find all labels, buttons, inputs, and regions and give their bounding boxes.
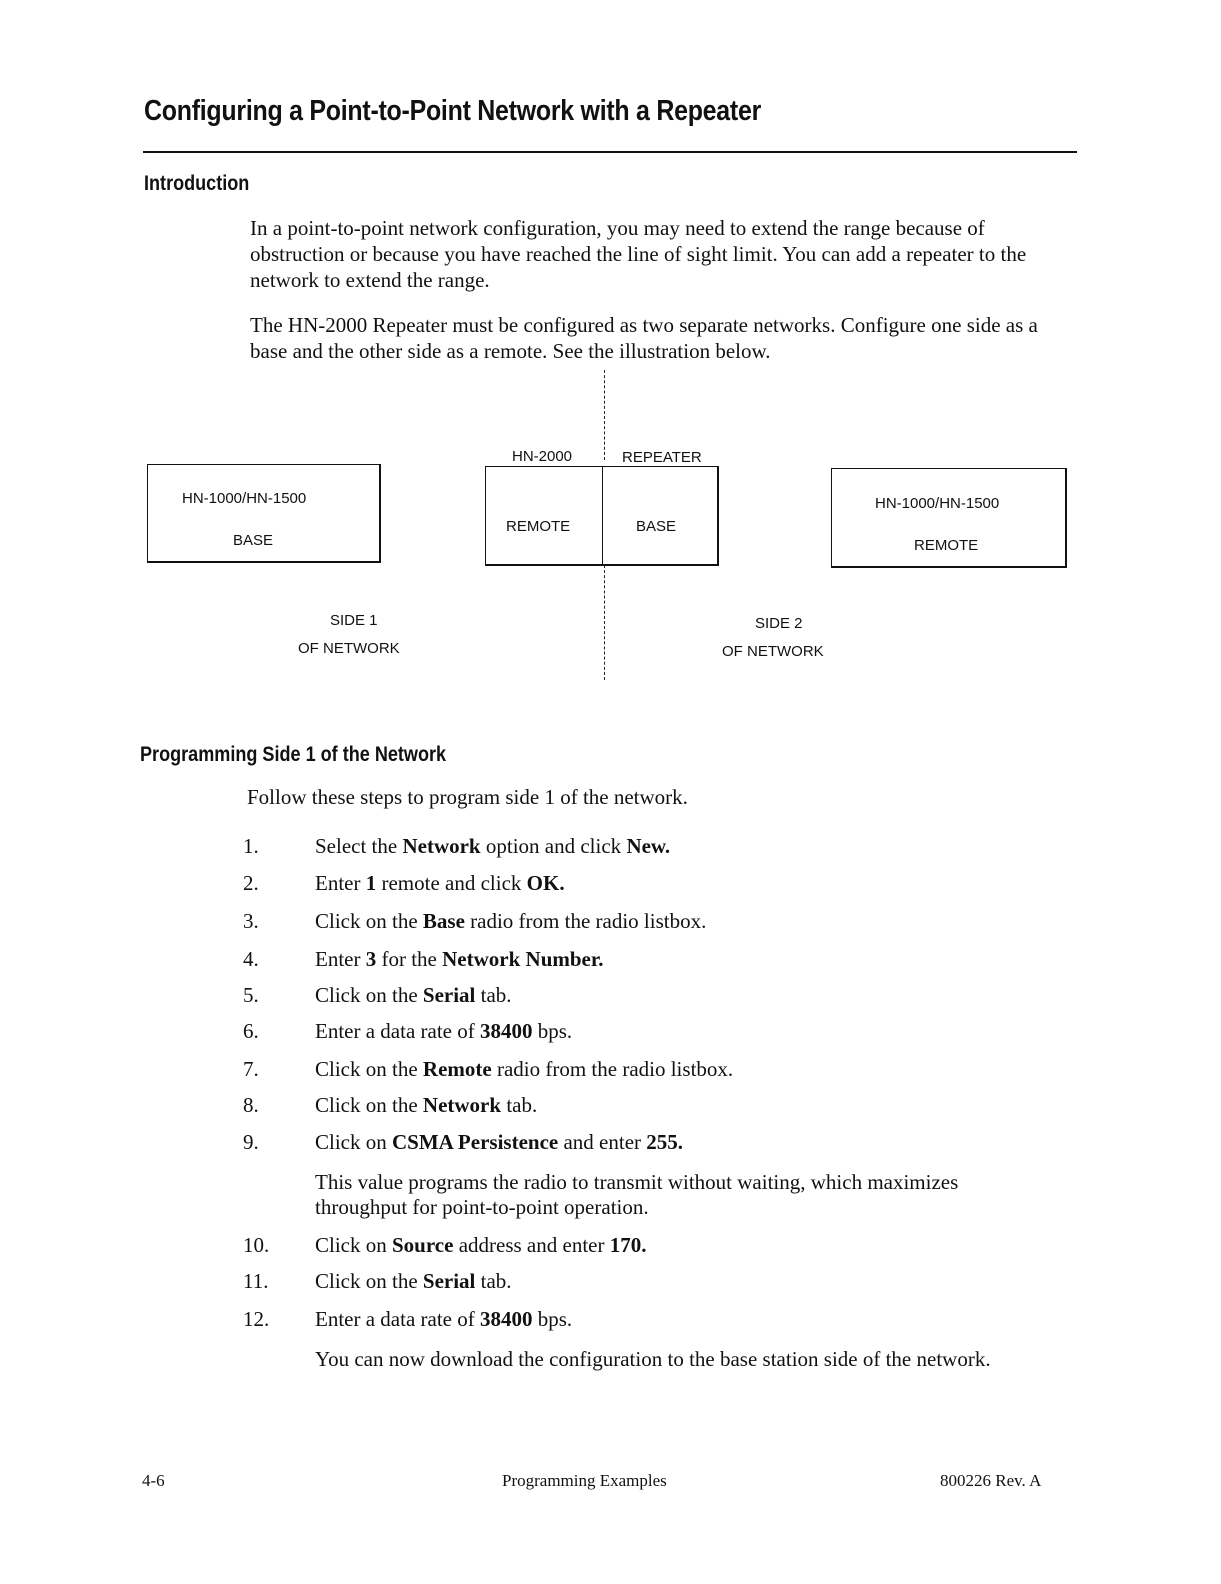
step-keyword: New. <box>626 834 671 858</box>
step-text <box>315 983 512 1008</box>
step-text-segment: radio from the radio listbox. <box>464 909 707 933</box>
step-text-segment: Click on the <box>315 1269 423 1293</box>
step-text <box>315 1057 733 1082</box>
step-keyword: 38400 <box>480 1307 533 1331</box>
step-text <box>315 1093 537 1118</box>
step-text-segment: Enter <box>315 871 366 895</box>
step-note: This value programs the radio to transmit without waiting, which maximizes throughput for point-to-point operation. <box>315 1170 959 1219</box>
step-text <box>315 909 706 934</box>
step-number: 11. <box>243 1269 269 1293</box>
divider-line <box>604 370 605 460</box>
step-text-segment: tab. <box>475 1269 512 1293</box>
repeater-split <box>602 466 603 565</box>
step-number: 1. <box>243 834 259 858</box>
right-role-label: REMOTE <box>914 537 979 554</box>
step-keyword: Network <box>402 834 481 858</box>
step-text <box>315 834 670 859</box>
left-model-label: HN-1000/HN-1500 <box>182 490 307 507</box>
step-keyword: 38400 <box>480 1019 533 1043</box>
step-keyword: Network <box>422 1093 502 1117</box>
step-text-segment: bps. <box>532 1019 573 1043</box>
page-number: 4-6 <box>142 1471 165 1490</box>
step-text <box>315 1233 646 1258</box>
step-text-segment: Click on the <box>315 909 423 933</box>
repeater-remote-label: REMOTE <box>506 518 571 535</box>
side1-label: SIDE 1 <box>330 612 378 629</box>
intro-heading: Introduction <box>144 172 250 195</box>
repeater-model-label: HN-2000 <box>512 448 573 465</box>
side1-sublabel: OF NETWORK <box>298 640 400 657</box>
step-text-segment: address and enter <box>453 1233 610 1257</box>
side2-sublabel: OF NETWORK <box>722 643 824 660</box>
step-keyword: OK. <box>526 871 565 895</box>
programming-heading: Programming Side 1 of the Network <box>140 743 447 766</box>
left-role-label: BASE <box>233 532 274 549</box>
step-text-segment: Enter a data rate of <box>315 1019 480 1043</box>
step-text-segment: remote and click <box>376 871 527 895</box>
step-text <box>315 1130 683 1155</box>
step-keyword: Base <box>422 909 465 933</box>
step-keyword: 1 <box>365 871 377 895</box>
intro-paragraph-1: In a point-to-point network configuration, you may need to extend the range because of obstruction or because you have reached the line of sight limit. You can add a repeater to the network to extend the range. <box>250 216 1027 292</box>
step-keyword: Remote <box>422 1057 492 1081</box>
step-number: 6. <box>243 1019 259 1043</box>
intro-paragraph-2: The HN-2000 Repeater must be configured as two separate networks. Configure one side as a base and the other side as a remote. See the illustration below. <box>250 313 1038 363</box>
step-keyword: 170. <box>609 1233 647 1257</box>
step-text-segment: tab. <box>501 1093 538 1117</box>
step-text-segment: option and click <box>480 834 627 858</box>
divider-line <box>604 565 605 680</box>
step-keyword: Serial <box>422 983 476 1007</box>
step-text <box>315 1019 572 1044</box>
step-text-segment: Enter a data rate of <box>315 1307 480 1331</box>
step-text-segment: Click on the <box>315 1093 423 1117</box>
step-keyword: Source <box>392 1233 454 1257</box>
step-number: 9. <box>243 1130 259 1154</box>
step-text-segment: for the <box>376 947 443 971</box>
step-text <box>315 1269 512 1294</box>
step-note: You can now download the configuration to the base station side of the network. <box>315 1347 991 1371</box>
step-number: 3. <box>243 909 259 933</box>
step-text-segment: tab. <box>475 983 512 1007</box>
side2-label: SIDE 2 <box>755 615 803 632</box>
step-keyword: CSMA Persistence <box>392 1130 559 1154</box>
step-number: 8. <box>243 1093 259 1117</box>
footer-doc-number: 800226 Rev. A <box>940 1471 1042 1490</box>
step-text-segment: Click on the <box>315 1057 423 1081</box>
page-title: Configuring a Point-to-Point Network with a Repeater <box>144 95 762 127</box>
step-number: 4. <box>243 947 259 971</box>
step-number: 7. <box>243 1057 259 1081</box>
right-model-label: HN-1000/HN-1500 <box>875 495 1000 512</box>
step-number: 5. <box>243 983 259 1007</box>
step-keyword: 3 <box>365 947 377 971</box>
step-text-segment: Click on <box>315 1233 392 1257</box>
step-text-segment: Click on <box>315 1130 392 1154</box>
step-text-segment: radio from the radio listbox. <box>491 1057 734 1081</box>
step-text-segment: and enter <box>558 1130 647 1154</box>
title-rule <box>143 151 1077 153</box>
step-keyword: 255. <box>646 1130 684 1154</box>
repeater-label: REPEATER <box>622 449 702 466</box>
programming-lead: Follow these steps to program side 1 of the network. <box>247 785 688 809</box>
step-number: 12. <box>243 1307 270 1331</box>
step-text <box>315 1307 572 1332</box>
step-keyword: Serial <box>422 1269 476 1293</box>
step-text-segment: Select the <box>315 834 403 858</box>
step-text-segment: Click on the <box>315 983 423 1007</box>
repeater-base-label: BASE <box>636 518 677 535</box>
step-keyword: Network Number. <box>442 947 604 971</box>
step-number: 2. <box>243 871 259 895</box>
step-text <box>315 871 565 896</box>
step-number: 10. <box>243 1233 270 1257</box>
step-text-segment: Enter <box>315 947 366 971</box>
step-text-segment: bps. <box>532 1307 573 1331</box>
step-text <box>315 947 604 972</box>
footer-section: Programming Examples <box>502 1471 667 1490</box>
